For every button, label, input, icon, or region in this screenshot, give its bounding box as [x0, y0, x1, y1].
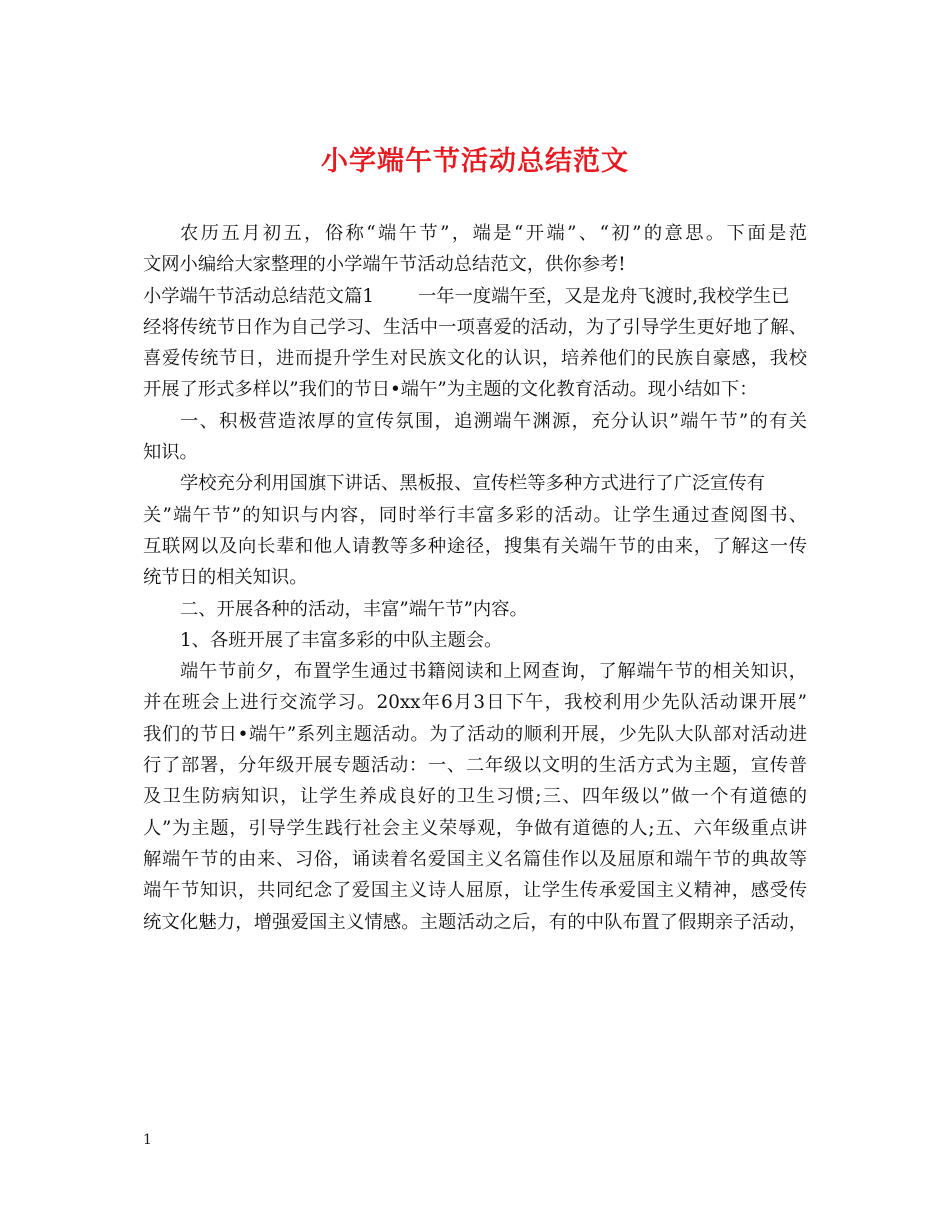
document-body: [143, 218, 807, 938]
paragraph-line: 人”为主题，引导学生践行社会主义荣辱观，争做有道德的人;五、六年级重点讲: [143, 817, 807, 839]
paragraph-line: 知识。: [143, 442, 198, 464]
paragraph-line: 及卫生防病知识，让学生养成良好的卫生习惯;三、四年级以”做一个有道德的: [143, 786, 807, 808]
paragraph-line: 解端午节的由来、习俗，诵读着名爱国主义名篇佳作以及屈原和端午节的典故等: [143, 848, 807, 870]
paragraph-line: 二、开展各种的活动，丰富”端午节”内容。: [180, 598, 528, 620]
paragraph-line: 端午节知识，共同纪念了爱国主义诗人屈原，让学生传承爱国主义精神，感受传: [143, 880, 807, 902]
paragraph-line: 1、各班开展了丰富多彩的中队主题会。: [180, 629, 503, 651]
document-title: 小学端午节活动总结范文: [321, 146, 629, 177]
paragraph-line: 学校充分利用国旗下讲话、黑板报、宣传栏等多种方式进行了广泛宣传有: [180, 473, 765, 495]
paragraph-line: 文网小编给大家整理的小学端午节活动总结范文，供你参考!: [143, 254, 626, 276]
paragraph-line: 我们的节日•端午”系列主题活动。为了活动的顺利开展，少先队大队部对活动进: [143, 723, 807, 745]
paragraph-line: 经将传统节日作为自己学习、生活中一项喜爱的活动，为了引导学生更好地了解、: [143, 316, 807, 338]
paragraph-line: 统文化魅力，增强爱国主义情感。主题活动之后，有的中队布置了假期亲子活动，: [143, 911, 807, 933]
paragraph-line: 喜爱传统节日，进而提升学生对民族文化的认识，培养他们的民族自豪感，我校: [143, 348, 807, 370]
paragraph-line: 开展了形式多样以”我们的节日•端午”为主题的文化教育活动。现小结如下：: [143, 379, 758, 401]
paragraph-line: 关”端午节”的知识与内容，同时举行丰富多彩的活动。让学生通过查阅图书、: [143, 504, 807, 526]
section-label: 小学端午节活动总结范文篇1: [143, 285, 375, 307]
paragraph-line: 农历五月初五，俗称“端午节”，端是“开端”、“初”的意思。下面是范: [180, 223, 807, 244]
paragraph-line: 统节日的相关知识。: [143, 567, 308, 589]
page-number: 1: [143, 1132, 152, 1148]
paragraph-line: 一、积极营造浓厚的宣传氛围，追溯端午渊源，充分认识”端午节”的有关: [180, 410, 807, 432]
paragraph-text: 一年一度端午至，又是龙舟飞渡时,我校学生已: [418, 285, 790, 307]
paragraph-line: 并在班会上进行交流学习。20xx年6月3日下午，我校利用少先队活动课开展”: [143, 692, 807, 714]
paragraph-line-with-section: [143, 281, 807, 312]
paragraph-line: 端午节前夕，布置学生通过书籍阅读和上网查询，了解端午节的相关知识，: [180, 661, 807, 683]
paragraph-line: 互联网以及向长辈和他人请教等多种途径，搜集有关端午节的由来，了解这一传: [143, 535, 807, 557]
paragraph-line: 行了部署，分年级开展专题活动：一、二年级以文明的生活方式为主题，宣传普: [143, 755, 807, 777]
